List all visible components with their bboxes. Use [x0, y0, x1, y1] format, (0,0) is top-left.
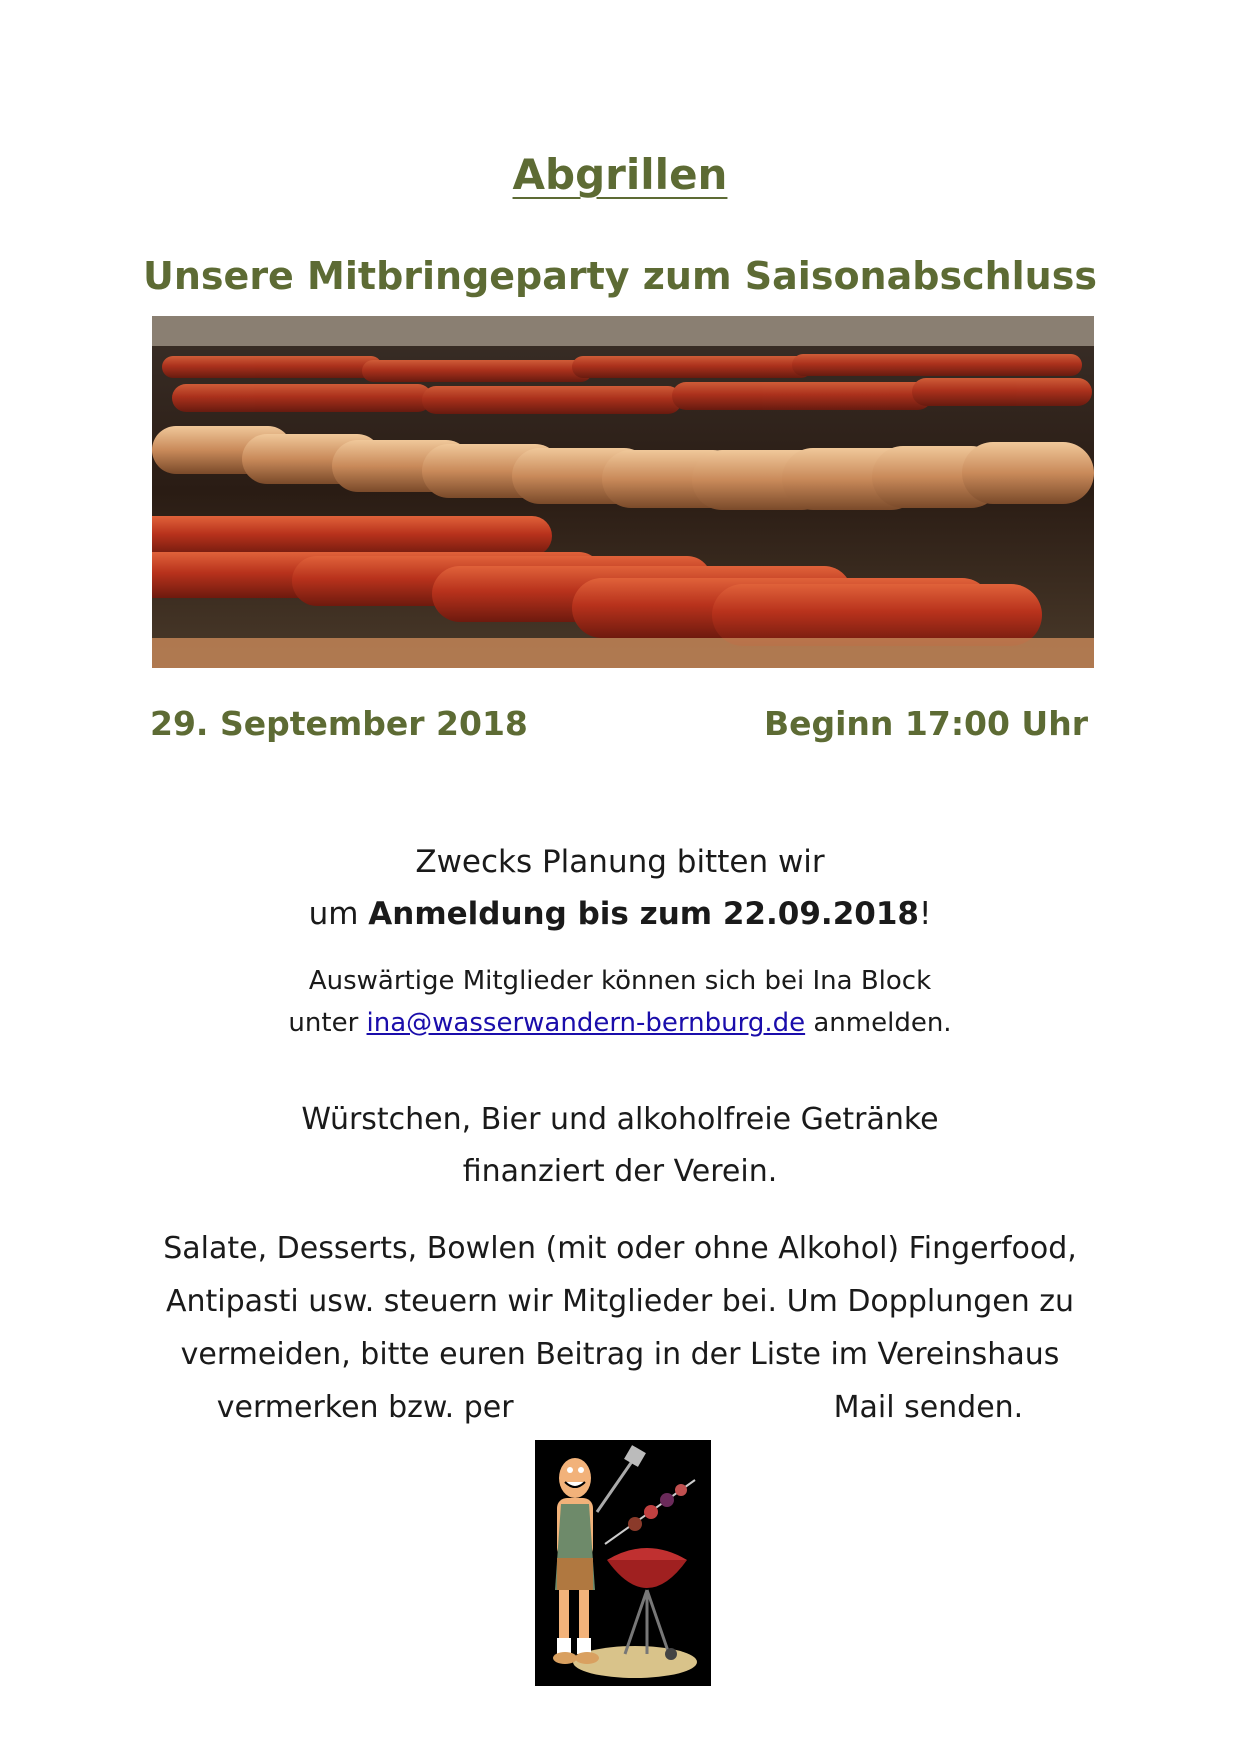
contributions-line-3: vermeiden, bitte euren Beitrag in der Liste im Vereinshaus: [180, 1337, 1060, 1372]
contributions-line-2: Antipasti usw. steuern wir Mitglieder bei. Um Dopplungen zu: [165, 1284, 1075, 1319]
contributions-line-4-right: Mail senden.: [833, 1390, 1024, 1425]
page-title: Abgrillen: [512, 150, 728, 199]
sausages-photo: [152, 316, 1094, 668]
registration-line-1: Zwecks Planung bitten wir: [415, 844, 825, 880]
registration-prefix: um: [308, 896, 369, 932]
external-suffix: anmelden.: [805, 1008, 952, 1038]
email-link[interactable]: ina@wasserwandern-bernburg.de: [366, 1008, 806, 1038]
external-line-2: [0, 1002, 1240, 1044]
event-date: 29. September 2018: [150, 704, 528, 743]
page-subtitle: Unsere Mitbringeparty zum Saisonabschluss: [143, 254, 1097, 298]
funding-paragraph: [0, 1094, 1240, 1198]
contributions-line-4: [0, 1381, 1240, 1434]
registration-suffix: !: [918, 896, 932, 932]
external-prefix: unter: [288, 1008, 367, 1038]
grill-man-clipart: [535, 1440, 711, 1686]
contributions-line-4-left: vermerken bzw. per: [216, 1390, 514, 1425]
registration-paragraph: [0, 836, 1240, 940]
event-start-time: Beginn 17:00 Uhr: [763, 704, 1088, 743]
external-members-paragraph: [0, 960, 1240, 1044]
registration-line-2: [0, 888, 1240, 940]
contributions-line-1: Salate, Desserts, Bowlen (mit oder ohne Alkohol) Fingerfood,: [163, 1231, 1077, 1266]
external-line-1: Auswärtige Mitglieder können sich bei Ina Block: [308, 966, 932, 996]
registration-deadline: Anmeldung bis zum 22.09.2018: [368, 896, 919, 932]
funding-line-1: Würstchen, Bier und alkoholfreie Getränke: [301, 1102, 939, 1137]
funding-line-2: finanziert der Verein.: [462, 1154, 778, 1189]
contributions-paragraph: [0, 1222, 1240, 1434]
